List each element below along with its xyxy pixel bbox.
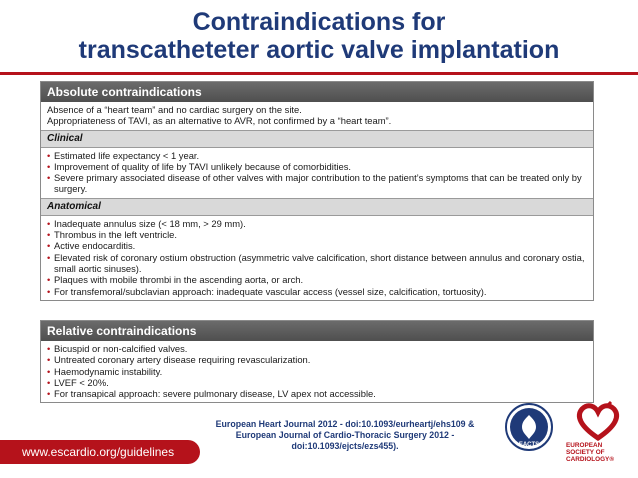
eacts-logo-icon — [505, 403, 553, 451]
list-item-text: Improvement of quality of life by TAVI unlikely because of comorbidities. — [54, 160, 352, 172]
eacts-label: EACTS — [518, 442, 540, 448]
absolute-general-rows — [41, 102, 593, 130]
bullet-icon: • — [47, 217, 51, 229]
guidelines-link[interactable]: www.escardio.org/guidelines — [0, 440, 200, 464]
bullet-icon: • — [47, 365, 51, 377]
list-item-text: Inadequate annulus size (< 18 mm, > 29 mm). — [54, 217, 246, 229]
bullet-icon: • — [47, 376, 51, 388]
esc-name — [566, 442, 630, 463]
list-item — [47, 354, 587, 365]
relative-rows — [41, 341, 593, 402]
list-item-text: Plaques with mobile thrombi in the ascending aorta, or arch. — [54, 274, 304, 286]
list-item-text: Thrombus in the left ventricle. — [54, 229, 177, 241]
reference-line: doi:10.1093/ejcts/ezs455). — [291, 441, 399, 451]
general-row: Absence of a “heart team” and no cardiac surgery on the site. — [47, 104, 302, 115]
reference-line: European Journal of Cardio-Thoracic Surgery 2012 - — [235, 430, 455, 440]
bullet-icon: • — [47, 354, 51, 366]
anatomical-rows — [41, 216, 593, 300]
bullet-icon: • — [47, 285, 51, 297]
list-item — [47, 252, 587, 275]
bullet-icon: • — [47, 388, 51, 400]
list-item — [47, 366, 587, 377]
esc-line: EUROPEAN — [566, 442, 603, 449]
bullet-icon: • — [47, 343, 51, 354]
bullet-icon: • — [47, 149, 51, 161]
list-item-text: Bicuspid or non-calcified valves. — [54, 343, 188, 354]
list-item — [47, 229, 587, 240]
list-item — [47, 161, 587, 172]
list-item — [47, 274, 587, 285]
absolute-contraindications-table — [40, 81, 594, 301]
list-item-text: Haemodynamic instability. — [54, 365, 163, 377]
list-item-text: For transapical approach: severe pulmonary disease, LV apex not accessible. — [54, 388, 376, 400]
title-line-1: Contraindications for — [192, 8, 446, 36]
list-item — [47, 218, 587, 229]
general-row: Appropriateness of TAVI, as an alternative to AVR, not confirmed by a “heart team”. — [47, 115, 392, 127]
clinical-rows — [41, 148, 593, 198]
list-item — [47, 343, 587, 354]
bullet-icon: • — [47, 172, 51, 184]
list-item — [47, 172, 587, 195]
page-title — [0, 8, 638, 64]
list-item — [47, 377, 587, 388]
esc-line: SOCIETY OF — [566, 449, 605, 456]
list-item-text: Elevated risk of coronary ostium obstruction (asymmetric valve calcification, short distance between annulus and coronary ostia, small aortic sinuses). — [54, 251, 585, 274]
bullet-icon: • — [47, 251, 51, 263]
esc-line: CARDIOLOGY® — [566, 456, 615, 463]
title-line-2: transcatheteter aortic valve implantation — [78, 36, 560, 64]
list-item — [47, 286, 587, 297]
bullet-icon: • — [47, 240, 51, 252]
bullet-icon: • — [47, 274, 51, 286]
relative-contraindications-table — [40, 320, 594, 403]
bullet-icon: • — [47, 229, 51, 241]
list-item-text: For transfemoral/subclavian approach: inadequate vascular access (vessel size, calcification, tortuosity). — [54, 285, 487, 297]
absolute-heading: Absolute contraindications — [41, 82, 593, 102]
relative-heading: Relative contraindications — [41, 321, 593, 341]
list-item — [47, 388, 587, 399]
reference-line: European Heart Journal 2012 - doi:10.1093/eurheartj/ehs109 & — [215, 419, 475, 429]
bullet-icon: • — [47, 160, 51, 172]
title-divider — [0, 72, 638, 75]
list-item — [47, 150, 587, 161]
clinical-heading: Clinical — [41, 130, 593, 148]
list-item-text: Untreated coronary artery disease requiring revascularization. — [54, 354, 311, 366]
reference-citation — [195, 419, 495, 452]
list-item-text: LVEF < 20%. — [54, 376, 109, 388]
list-item-text: Estimated life expectancy < 1 year. — [54, 149, 200, 161]
list-item-text: Active endocarditis. — [54, 240, 136, 252]
anatomical-heading: Anatomical — [41, 198, 593, 216]
list-item-text: Severe primary associated disease of other valves with major contribution to the patient’s symptoms that can be treated only by surgery. — [54, 172, 582, 195]
list-item — [47, 240, 587, 251]
